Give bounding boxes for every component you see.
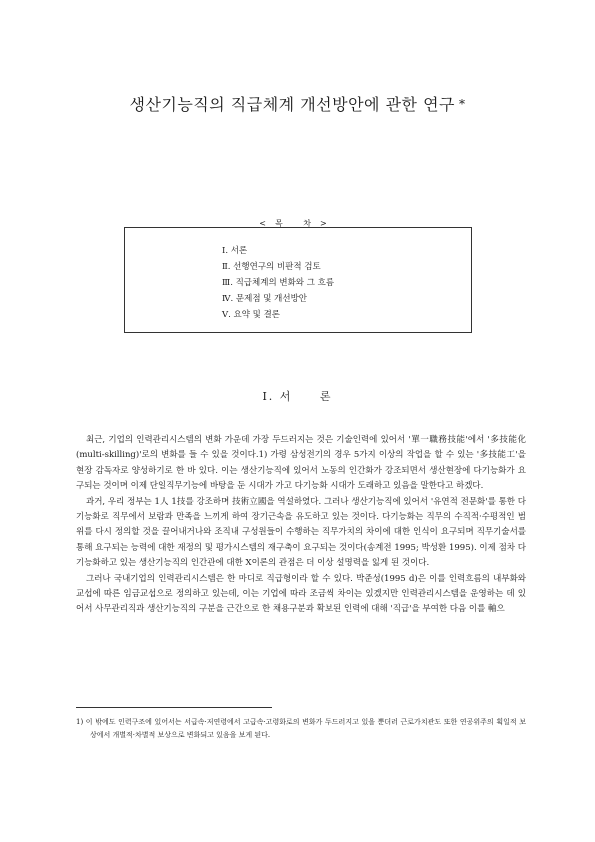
paragraph: 최근, 기업의 인력관리시스템의 변화 가운데 가장 두드러지는 것은 기술인력에 있어서 '單一職務技能'에서 '多技能化(multi-skilling)'로의 변화를 들 수 있을 것이다.1) 가령 삼성전기의 경우 5가지 이상의 작업을 할 수 있는 '多技能工'을 현장 감독자로 양성하기로 한 바 있다. 이는 생산기능직에 있어서 노동의 인간화가 강조되면서 생산현장에 다기능화가 요구되는 것이며 이제 단일직무기능에 바탕을 둔 시대가 가고 다기능화 시대가 도래하고 있음을 말한다고 하겠다. [76,435,526,492]
paragraph: 그러나 국내기업의 인력관리시스템은 한 마디로 직급형이라 할 수 있다. 박준성(1995 d)은 이를 인력흐름의 내부화와 교섭에 따른 임금교섭으로 정의하고 있는데, 이는 기업에 따라 조금씩 차이는 있겠지만 인력관리시스템을 운영하는 데 있어서 사무관리직과 생산기능직의 구분을 근간으로 한 채용구분과 확보된 인력에 대해 '직급'을 부여한 다음 이를 軸으 [76,573,526,615]
table-of-contents [124,227,472,333]
toc-list [222,243,334,323]
toc-item: Ⅲ. 직급체계의 변화와 그 흐름 [222,278,335,288]
title-footnote-mark: * [459,97,466,111]
paper-title [0,92,595,115]
body-text [76,433,526,618]
footnote-divider [76,707,272,708]
toc-item: Ⅳ. 문제점 및 개선방안 [222,294,307,304]
section-heading: Ⅰ. 서 론 [262,390,333,403]
toc-item: Ⅰ. 서론 [222,246,248,256]
toc-item: Ⅴ. 요약 및 결론 [222,310,281,320]
title-text: 생산기능직의 직급체계 개선방안에 관한 연구 [129,95,455,114]
paragraph: 과거, 우리 정부는 1人 1技를 강조하며 技術立國을 역설하였다. 그러나 생산기능직에 있어서 '유연적 전문화'를 통한 다기능화로 직무에서 보람과 만족을 느끼게 하여 장기근속을 유도하고 있는 것이다. 다기능화는 직무의 수직적·수평적인 범위를 다시 정의할 것을 끌어내거나와 조직내 구성원들이 수행하는 직무가치의 차이에 대한 인식이 요구되며 직무기술서를 통해 요구되는 능력에 대한 재정의 및 평가시스템의 재구축이 요구되는 것이다(송계전 1995; 박성환 1995). 이제 점차 다기능화하고 있는 생산기능직의 인간관에 대한 X이론의 관점은 더 이상 설명력을 잃게 된 것이다. [76,496,526,569]
toc-item: Ⅱ. 선행연구의 비판적 검토 [222,262,321,272]
toc-label: <목 차> [259,219,336,228]
footnote: 1) 이 밖에도 인력구조에 있어서는 서급속·저연령에서 고급속·고령화로의 변화가 두드러지고 있을 뿐더러 근로가치관도 또한 연공위주의 획일적 보상에서 개별적·차별적 보상으로 변화되고 있음을 보게 된다. [76,718,526,739]
